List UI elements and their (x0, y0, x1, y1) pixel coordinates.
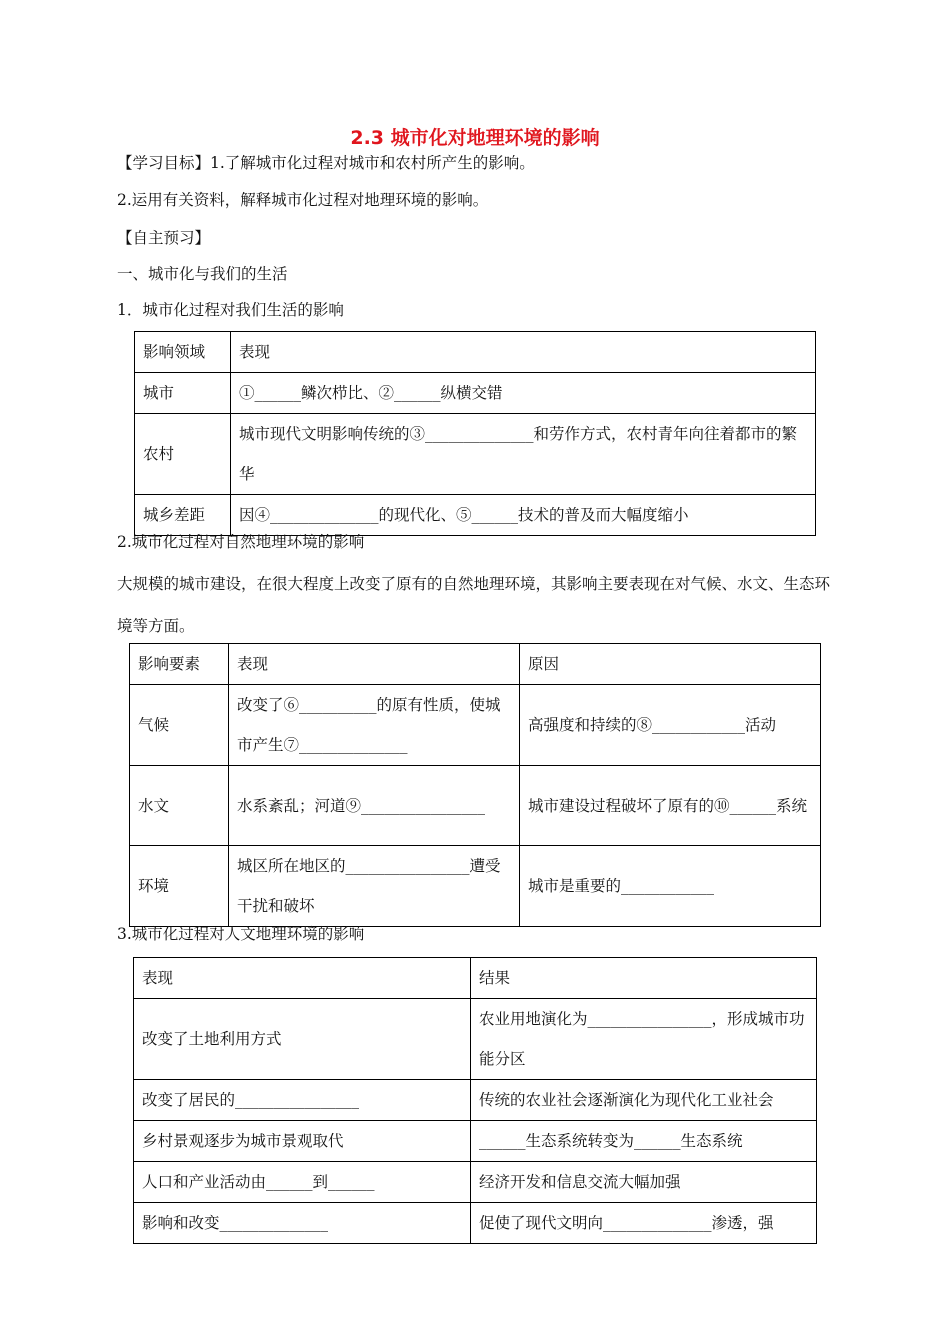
table-header-cell: 结果 (471, 958, 817, 999)
table-row (135, 332, 816, 373)
table-cell: 水系紊乱；河道⑨________________ (229, 766, 520, 846)
table-cell: 气候 (130, 685, 229, 766)
table-cell: 城市是重要的____________ (520, 846, 821, 927)
table-row (135, 414, 816, 495)
table-row (130, 644, 821, 685)
human-environment-table (133, 957, 817, 1244)
table-cell: 农村 (135, 414, 231, 495)
learning-goals-2: 2.运用有关资料，解释城市化过程对地理环境的影响。 (117, 191, 489, 209)
table-header-cell: 影响领域 (135, 332, 231, 373)
life-impact-table (134, 331, 816, 536)
natural-environment-table (129, 643, 821, 927)
table-cell: 城市建设过程破坏了原有的⑩______系统 (520, 766, 821, 846)
page-title: 2.3 城市化对地理环境的影响 (350, 127, 600, 149)
table-row (134, 999, 817, 1080)
table-cell: 促使了现代文明向______________渗透，强 (471, 1203, 817, 1244)
table-cell: 经济开发和信息交流大幅加强 (471, 1162, 817, 1203)
table-cell: 城市现代文明影响传统的③______________和劳作方式，农村青年向往着都市的繁华 (231, 414, 816, 495)
table-header-cell: 表现 (134, 958, 471, 999)
table-cell: 因④______________的现代化、⑤______技术的普及而大幅度缩小 (231, 495, 816, 536)
table-cell: 乡村景观逐步为城市景观取代 (134, 1121, 471, 1162)
table-header-cell: 影响要素 (130, 644, 229, 685)
table-header-cell: 表现 (231, 332, 816, 373)
table-cell: 城市 (135, 373, 231, 414)
item-2-paragraph: 大规模的城市建设，在很大程度上改变了原有的自然地理环境，其影响主要表现在对气候、水文、生态环境等方面。 (117, 575, 831, 635)
table-cell: 城乡差距 (135, 495, 231, 536)
table-cell: 农业用地演化为________________，形成城市功能分区 (471, 999, 817, 1080)
table-cell: 环境 (130, 846, 229, 927)
self-preview-heading: 【自主预习】 (117, 229, 211, 247)
table-row (134, 958, 817, 999)
table-row (135, 373, 816, 414)
table-cell: 改变了⑥__________的原有性质，使城市产生⑦______________ (229, 685, 520, 766)
table-row (130, 846, 821, 927)
table-cell: 水文 (130, 766, 229, 846)
table-header-cell: 表现 (229, 644, 520, 685)
table-cell: 高强度和持续的⑧____________活动 (520, 685, 821, 766)
table-cell: 传统的农业社会逐渐演化为现代化工业社会 (471, 1080, 817, 1121)
learning-goals-1: 【学习目标】1.了解城市化过程对城市和农村所产生的影响。 (117, 154, 535, 172)
table-cell: 人口和产业活动由______到______ (134, 1162, 471, 1203)
table-row (134, 1203, 817, 1244)
table-row (130, 766, 821, 846)
item-2-heading: 2.城市化过程对自然地理环境的影响 (117, 533, 365, 551)
table-cell: 影响和改变______________ (134, 1203, 471, 1244)
table-cell: 改变了居民的________________ (134, 1080, 471, 1121)
table-header-cell: 原因 (520, 644, 821, 685)
table-cell: ①______鳞次栉比、②______纵横交错 (231, 373, 816, 414)
table-cell: 改变了土地利用方式 (134, 999, 471, 1080)
table-row (130, 685, 821, 766)
table-cell: ______生态系统转变为______生态系统 (471, 1121, 817, 1162)
table-row (134, 1121, 817, 1162)
table-cell: 城区所在地区的________________遭受干扰和破坏 (229, 846, 520, 927)
section-1-heading: 一、城市化与我们的生活 (117, 265, 288, 283)
table-row (134, 1162, 817, 1203)
item-3-heading: 3.城市化过程对人文地理环境的影响 (117, 925, 365, 943)
table-row (134, 1080, 817, 1121)
item-1-heading: 1．城市化过程对我们生活的影响 (117, 301, 344, 319)
